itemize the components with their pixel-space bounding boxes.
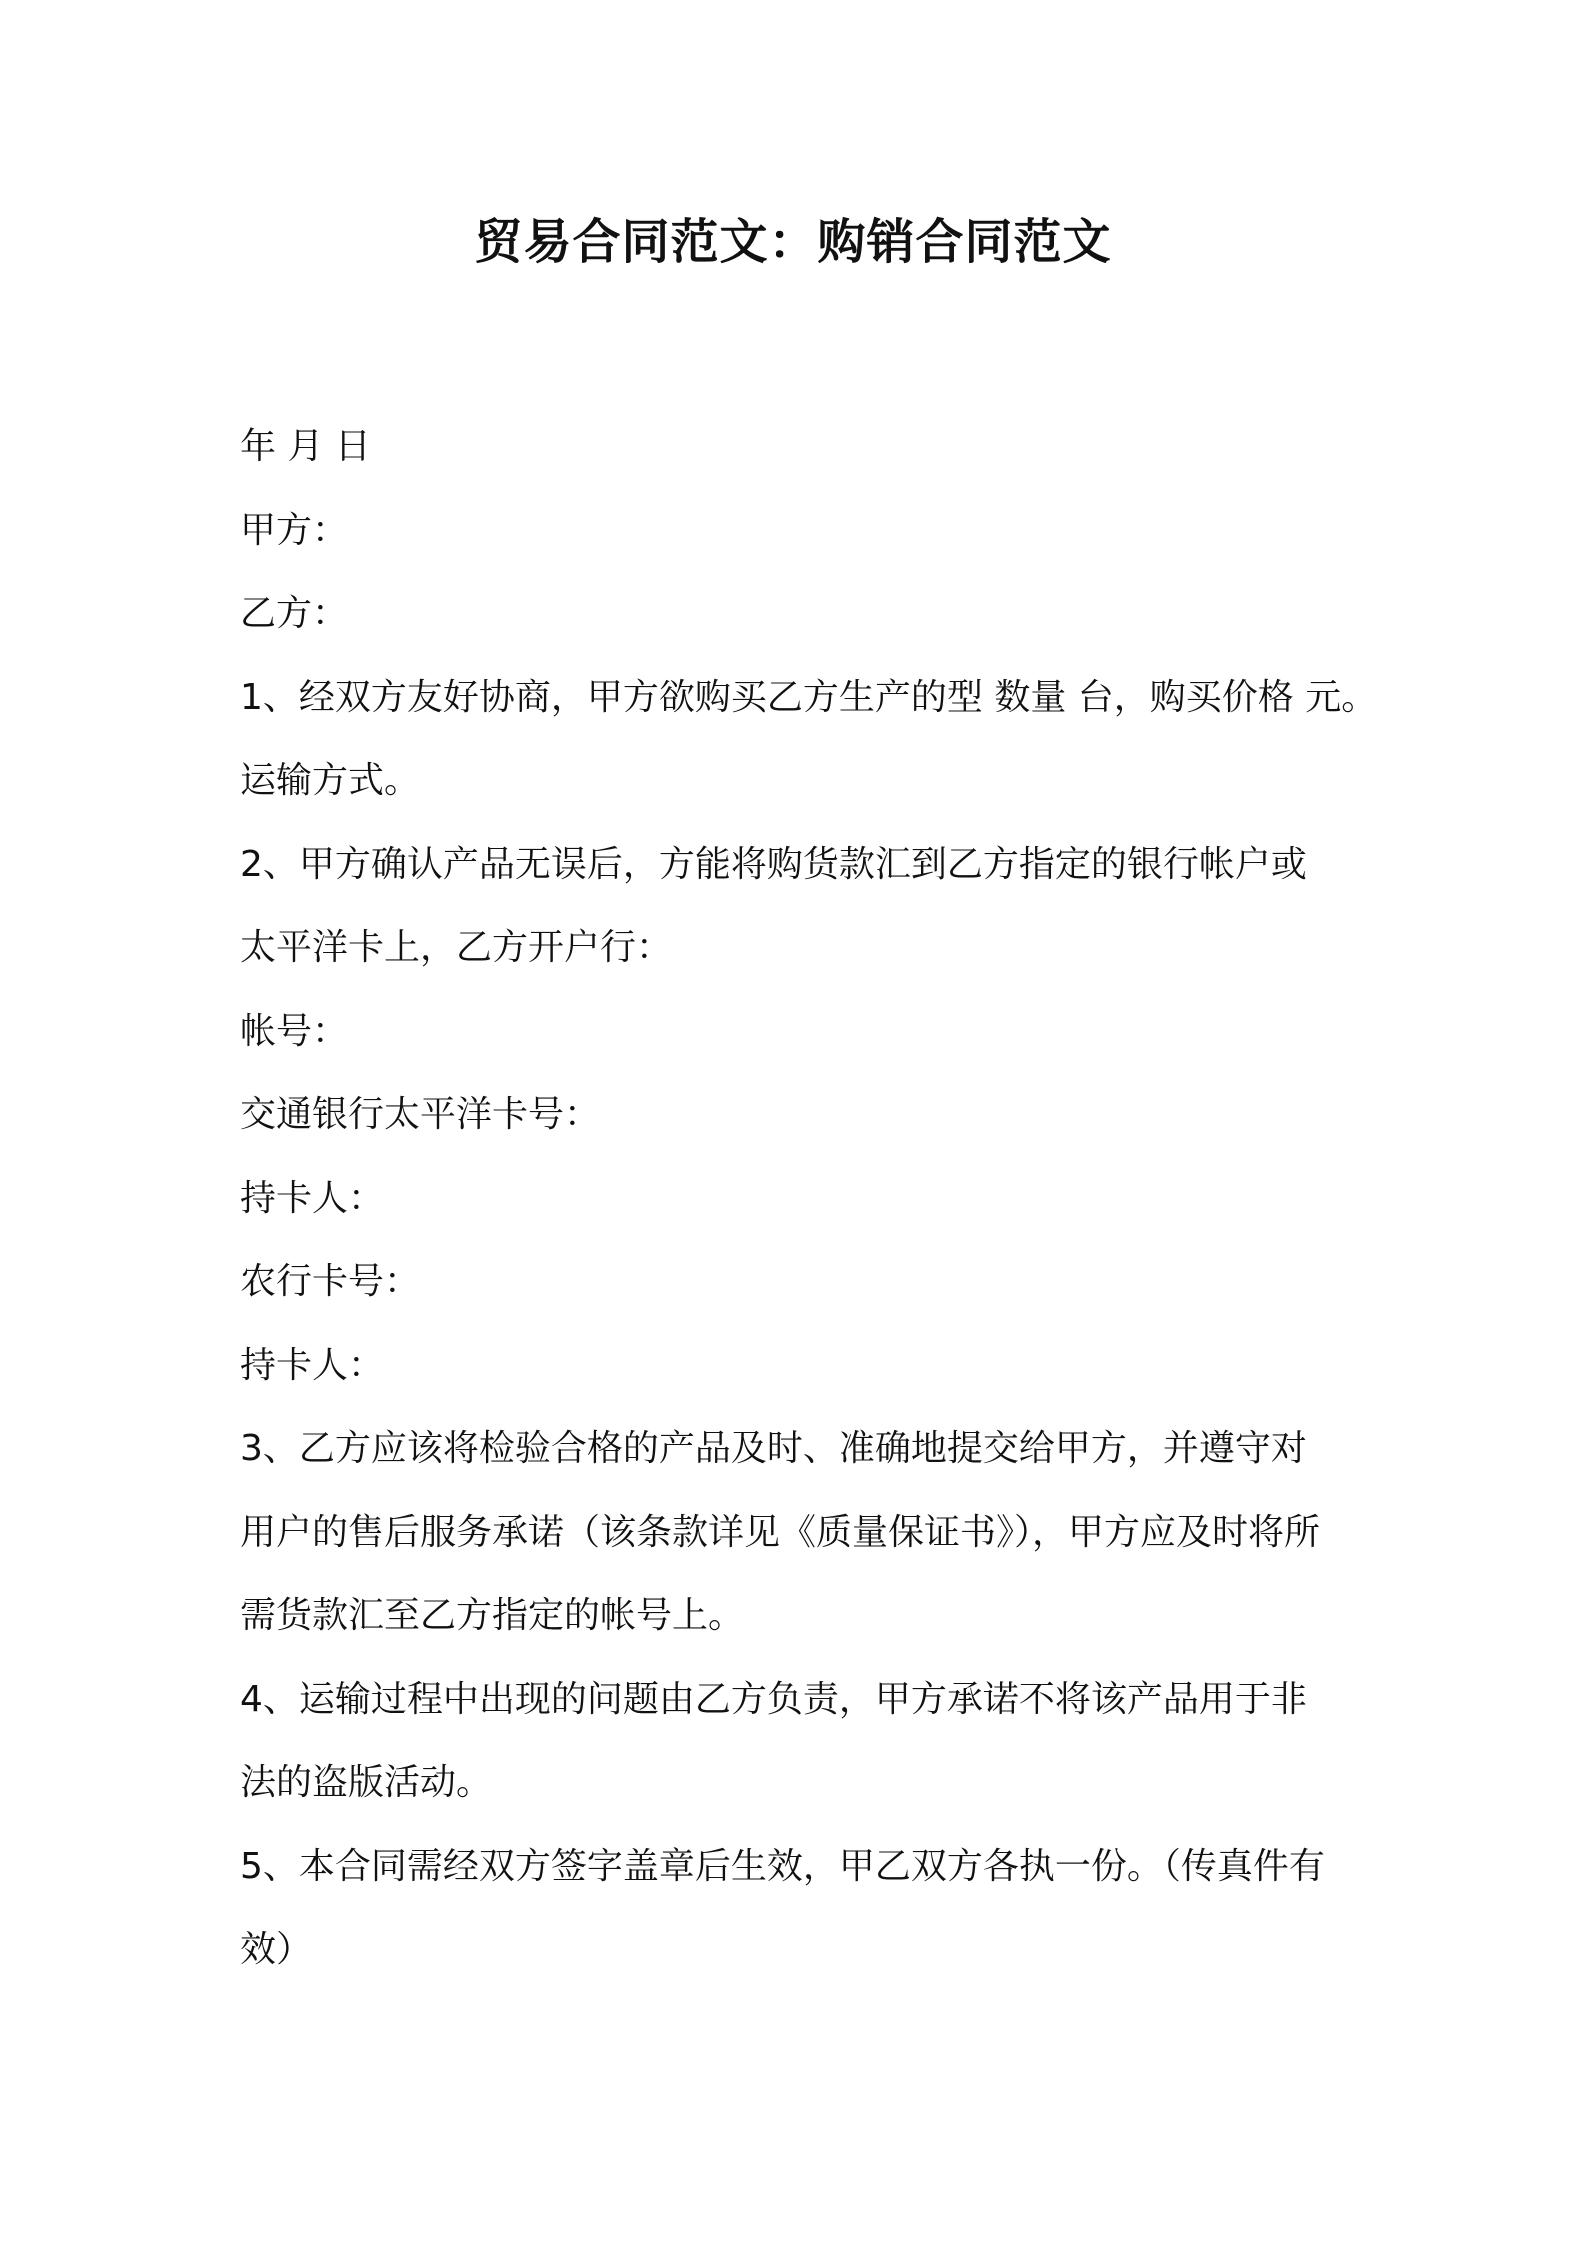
party-b-line: 乙方： [240, 593, 349, 634]
clause-4-line-2: 法的盗版活动。 [240, 1762, 493, 1803]
clause-3-line-2: 用户的售后服务承诺（该条款详见《质量保证书》），甲方应及时将所 [240, 1511, 1321, 1553]
clause-4-line-1: 4、运输过程中出现的问题由乙方负责，甲方承诺不将该产品用于非 [240, 1678, 1307, 1720]
party-a-line: 甲方： [240, 509, 349, 551]
abc-card-line: 农行卡号： [240, 1261, 421, 1302]
clause-1-line-2: 运输方式。 [240, 760, 421, 801]
card-holder-line-1: 持卡人： [240, 1177, 385, 1219]
clause-3-line-1: 3、乙方应该将检验合格的产品及时、准确地提交给甲方，并遵守对 [240, 1428, 1307, 1469]
clause-3-line-3: 需货款汇至乙方指定的帐号上。 [240, 1595, 745, 1636]
clause-5-line-2: 效） [240, 1929, 313, 1970]
clause-2-line-2: 太平洋卡上，乙方开户行： [240, 927, 673, 968]
clause-1-line-1: 1、经双方友好协商，甲方欲购买乙方生产的型 数量 台，购买价格 元。 [240, 676, 1378, 718]
card-holder-line-2: 持卡人： [240, 1344, 385, 1386]
clause-5-line-1: 5、本合同需经双方签字盖章后生效，甲乙双方各执一份。（传真件有 [240, 1845, 1325, 1887]
document-title: 贸易合同范文：购销合同范文 [474, 214, 1112, 270]
account-line: 帐号： [240, 1010, 349, 1052]
date-line: 年 月 日 [240, 426, 371, 467]
bocom-card-line: 交通银行太平洋卡号： [240, 1094, 601, 1135]
document-body [240, 405, 1378, 1992]
clause-2-line-1: 2、甲方确认产品无误后，方能将购货款汇到乙方指定的银行帐户或 [240, 843, 1307, 885]
